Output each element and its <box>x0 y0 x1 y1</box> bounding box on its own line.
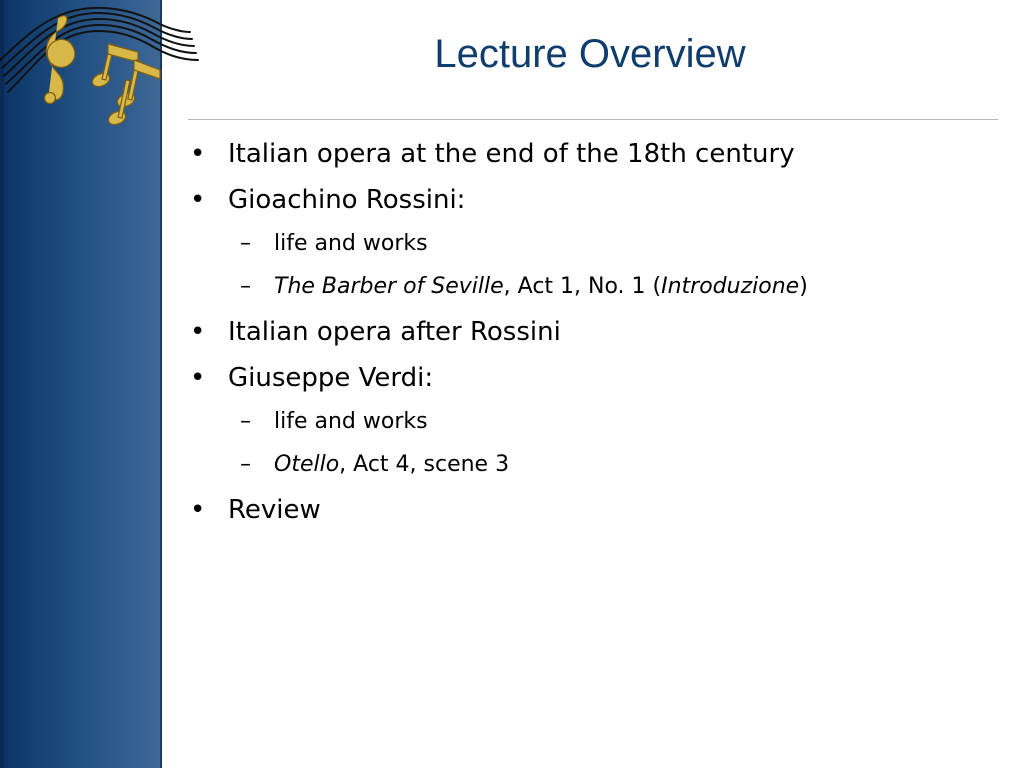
list-item <box>190 182 1000 219</box>
dash-marker: – <box>240 274 251 299</box>
dash-marker: – <box>240 231 251 256</box>
list-item <box>190 136 1000 173</box>
list-subitem-text <box>274 271 808 303</box>
dash-marker: – <box>240 452 251 477</box>
list-item-text: Italian opera after Rossini <box>228 317 561 347</box>
list-item-text: Italian opera at the end of the 18th century <box>228 139 795 169</box>
opera-title-italic: Otello <box>274 452 340 477</box>
list-subitem <box>190 406 1000 438</box>
bullet-marker: • <box>190 185 206 215</box>
closing-parenthesis: ) <box>799 274 808 299</box>
list-subitem-text: life and works <box>274 231 428 256</box>
list-item-text: Gioachino Rossini: <box>228 185 466 215</box>
bullet-marker: • <box>190 495 206 525</box>
slide-title: Lecture Overview <box>434 32 746 76</box>
list-subitem-text <box>274 449 509 481</box>
list-item-text: Review <box>228 495 321 525</box>
treble-clef-music-notes-icon <box>0 0 205 130</box>
bullet-marker: • <box>190 139 206 169</box>
opera-detail-text: , Act 4, scene 3 <box>339 452 510 477</box>
opera-number-italic: Introduzione <box>661 274 800 299</box>
list-item <box>190 360 1000 397</box>
list-item <box>190 314 1000 351</box>
list-subitem-text: life and works <box>274 409 428 434</box>
list-item-text: Giuseppe Verdi: <box>228 363 434 393</box>
dash-marker: – <box>240 409 251 434</box>
bullet-list <box>190 136 1000 538</box>
list-subitem <box>190 271 1000 303</box>
bullet-marker: • <box>190 317 206 347</box>
bullet-marker: • <box>190 363 206 393</box>
title-divider <box>188 119 998 120</box>
opera-detail-text: , Act 1, No. 1 ( <box>503 274 662 299</box>
list-item <box>190 492 1000 529</box>
opera-title-italic: The Barber of Seville <box>274 274 504 299</box>
list-subitem <box>190 228 1000 260</box>
list-subitem <box>190 449 1000 481</box>
